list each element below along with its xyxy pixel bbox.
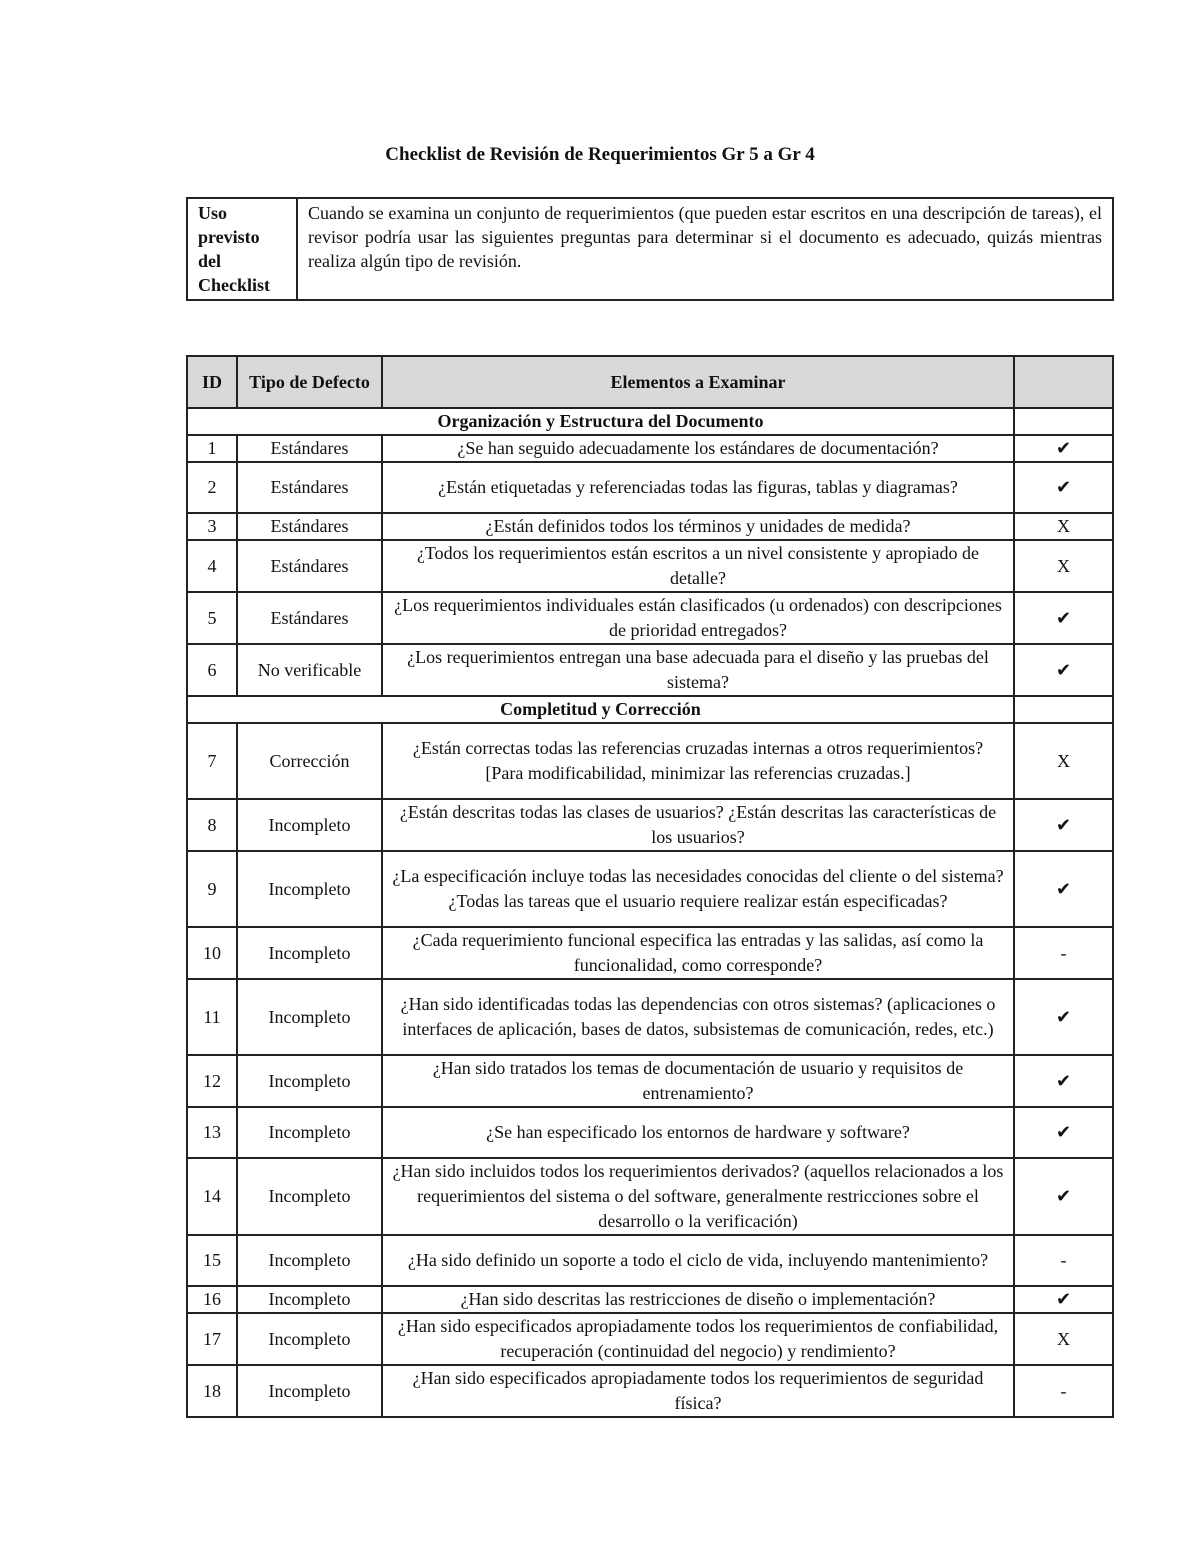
header-id: ID (187, 356, 237, 408)
row-tipo: Estándares (237, 592, 382, 644)
table-row (187, 927, 1113, 979)
row-elemento: ¿Están definidos todos los términos y unidades de medida? (382, 513, 1014, 540)
row-id: 11 (187, 979, 237, 1055)
table-row (187, 644, 1113, 696)
table-row (187, 540, 1113, 592)
section-check-cell (1014, 408, 1113, 435)
row-elemento: ¿Se han seguido adecuadamente los estándares de documentación? (382, 435, 1014, 462)
row-elemento: ¿Han sido incluidos todos los requerimientos derivados? (aquellos relacionados a los requerimientos del sistema o del software, generalmente restricciones sobre el desarrollo o la verificación) (382, 1158, 1014, 1235)
row-tipo: Corrección (237, 723, 382, 799)
row-tipo: Incompleto (237, 1235, 382, 1286)
header-check (1014, 356, 1113, 408)
page-title: Checklist de Revisión de Requerimientos Gr 5 a Gr 4 (385, 144, 815, 165)
row-elemento: ¿La especificación incluye todas las necesidades conocidas del cliente o del sistema? ¿Todas las tareas que el usuario requiere realizar están especificadas? (382, 851, 1014, 927)
row-id: 5 (187, 592, 237, 644)
table-row (187, 1235, 1113, 1286)
row-check: ✔ (1014, 799, 1113, 851)
section-title: Organización y Estructura del Documento (187, 408, 1014, 435)
checklist-table (186, 355, 1114, 1418)
row-id: 9 (187, 851, 237, 927)
section-row (187, 696, 1113, 723)
row-check: ✔ (1014, 435, 1113, 462)
row-id: 12 (187, 1055, 237, 1107)
checklist-body (187, 408, 1113, 1417)
row-check: - (1014, 1365, 1113, 1417)
row-tipo: Estándares (237, 435, 382, 462)
row-elemento: ¿Están etiquetadas y referenciadas todas las figuras, tablas y diagramas? (382, 462, 1014, 513)
row-elemento: ¿Ha sido definido un soporte a todo el ciclo de vida, incluyendo mantenimiento? (382, 1235, 1014, 1286)
table-row (187, 1365, 1113, 1417)
row-elemento: ¿Se han especificado los entornos de hardware y software? (382, 1107, 1014, 1158)
row-tipo: No verificable (237, 644, 382, 696)
row-id: 18 (187, 1365, 237, 1417)
header-elementos: Elementos a Examinar (382, 356, 1014, 408)
row-check: X (1014, 513, 1113, 540)
row-check: ✔ (1014, 1107, 1113, 1158)
uso-previsto-text: Cuando se examina un conjunto de requerimientos (que pueden estar escritos en una descripción de tareas), el revisor podría usar las siguientes preguntas para determinar si el documento es adecuado, quizás mientras realiza algún tipo de revisión. (297, 198, 1113, 300)
table-row (187, 851, 1113, 927)
row-check: ✔ (1014, 851, 1113, 927)
row-tipo: Incompleto (237, 1158, 382, 1235)
table-row (187, 979, 1113, 1055)
row-tipo: Incompleto (237, 851, 382, 927)
header-tipo: Tipo de Defecto (237, 356, 382, 408)
row-elemento: ¿Los requerimientos entregan una base adecuada para el diseño y las pruebas del sistema? (382, 644, 1014, 696)
row-id: 2 (187, 462, 237, 513)
uso-previsto-row (187, 198, 1113, 300)
table-row (187, 513, 1113, 540)
table-row (187, 799, 1113, 851)
row-check: ✔ (1014, 979, 1113, 1055)
row-check: ✔ (1014, 644, 1113, 696)
section-row (187, 408, 1113, 435)
row-check: ✔ (1014, 1158, 1113, 1235)
table-row (187, 462, 1113, 513)
row-elemento: ¿Han sido tratados los temas de documentación de usuario y requisitos de entrenamiento? (382, 1055, 1014, 1107)
row-elemento: ¿Han sido descritas las restricciones de diseño o implementación? (382, 1286, 1014, 1313)
row-tipo: Estándares (237, 513, 382, 540)
row-elemento: ¿Están descritas todas las clases de usuarios? ¿Están descritas las características de los usuarios? (382, 799, 1014, 851)
table-row (187, 723, 1113, 799)
section-check-cell (1014, 696, 1113, 723)
row-elemento: ¿Han sido identificadas todas las dependencias con otros sistemas? (aplicaciones o interfaces de aplicación, bases de datos, subsistemas de comunicación, redes, etc.) (382, 979, 1014, 1055)
section-title: Completitud y Corrección (187, 696, 1014, 723)
row-check: - (1014, 1235, 1113, 1286)
table-row (187, 1286, 1113, 1313)
row-check: X (1014, 540, 1113, 592)
row-elemento: ¿Han sido especificados apropiadamente todos los requerimientos de confiabilidad, recuperación (continuidad del negocio) y rendimiento? (382, 1313, 1014, 1365)
row-id: 7 (187, 723, 237, 799)
row-check: X (1014, 1313, 1113, 1365)
row-check: ✔ (1014, 1055, 1113, 1107)
row-elemento: ¿Los requerimientos individuales están clasificados (u ordenados) con descripciones de prioridad entregados? (382, 592, 1014, 644)
row-check: ✔ (1014, 1286, 1113, 1313)
table-row (187, 1313, 1113, 1365)
row-check: ✔ (1014, 592, 1113, 644)
table-row (187, 592, 1113, 644)
table-row (187, 435, 1113, 462)
header-row (187, 356, 1113, 408)
row-check: ✔ (1014, 462, 1113, 513)
row-id: 6 (187, 644, 237, 696)
row-id: 16 (187, 1286, 237, 1313)
table-row (187, 1107, 1113, 1158)
row-id: 15 (187, 1235, 237, 1286)
row-tipo: Incompleto (237, 1055, 382, 1107)
row-id: 8 (187, 799, 237, 851)
row-tipo: Incompleto (237, 799, 382, 851)
row-id: 13 (187, 1107, 237, 1158)
row-tipo: Incompleto (237, 1365, 382, 1417)
row-id: 3 (187, 513, 237, 540)
uso-previsto-label: Uso previsto del Checklist (187, 198, 297, 300)
row-tipo: Incompleto (237, 979, 382, 1055)
row-elemento: ¿Están correctas todas las referencias cruzadas internas a otros requerimientos? [Para modificabilidad, minimizar las referencias cruzadas.] (382, 723, 1014, 799)
row-tipo: Incompleto (237, 1313, 382, 1365)
row-tipo: Incompleto (237, 1286, 382, 1313)
row-elemento: ¿Han sido especificados apropiadamente todos los requerimientos de seguridad física? (382, 1365, 1014, 1417)
row-tipo: Incompleto (237, 927, 382, 979)
row-tipo: Incompleto (237, 1107, 382, 1158)
row-id: 14 (187, 1158, 237, 1235)
row-id: 1 (187, 435, 237, 462)
row-check: - (1014, 927, 1113, 979)
uso-previsto-table (186, 197, 1114, 301)
row-id: 10 (187, 927, 237, 979)
row-id: 17 (187, 1313, 237, 1365)
row-elemento: ¿Todos los requerimientos están escritos a un nivel consistente y apropiado de detalle? (382, 540, 1014, 592)
row-tipo: Estándares (237, 540, 382, 592)
row-id: 4 (187, 540, 237, 592)
table-row (187, 1158, 1113, 1235)
row-elemento: ¿Cada requerimiento funcional especifica las entradas y las salidas, así como la funcionalidad, como corresponde? (382, 927, 1014, 979)
row-tipo: Estándares (237, 462, 382, 513)
table-row (187, 1055, 1113, 1107)
row-check: X (1014, 723, 1113, 799)
